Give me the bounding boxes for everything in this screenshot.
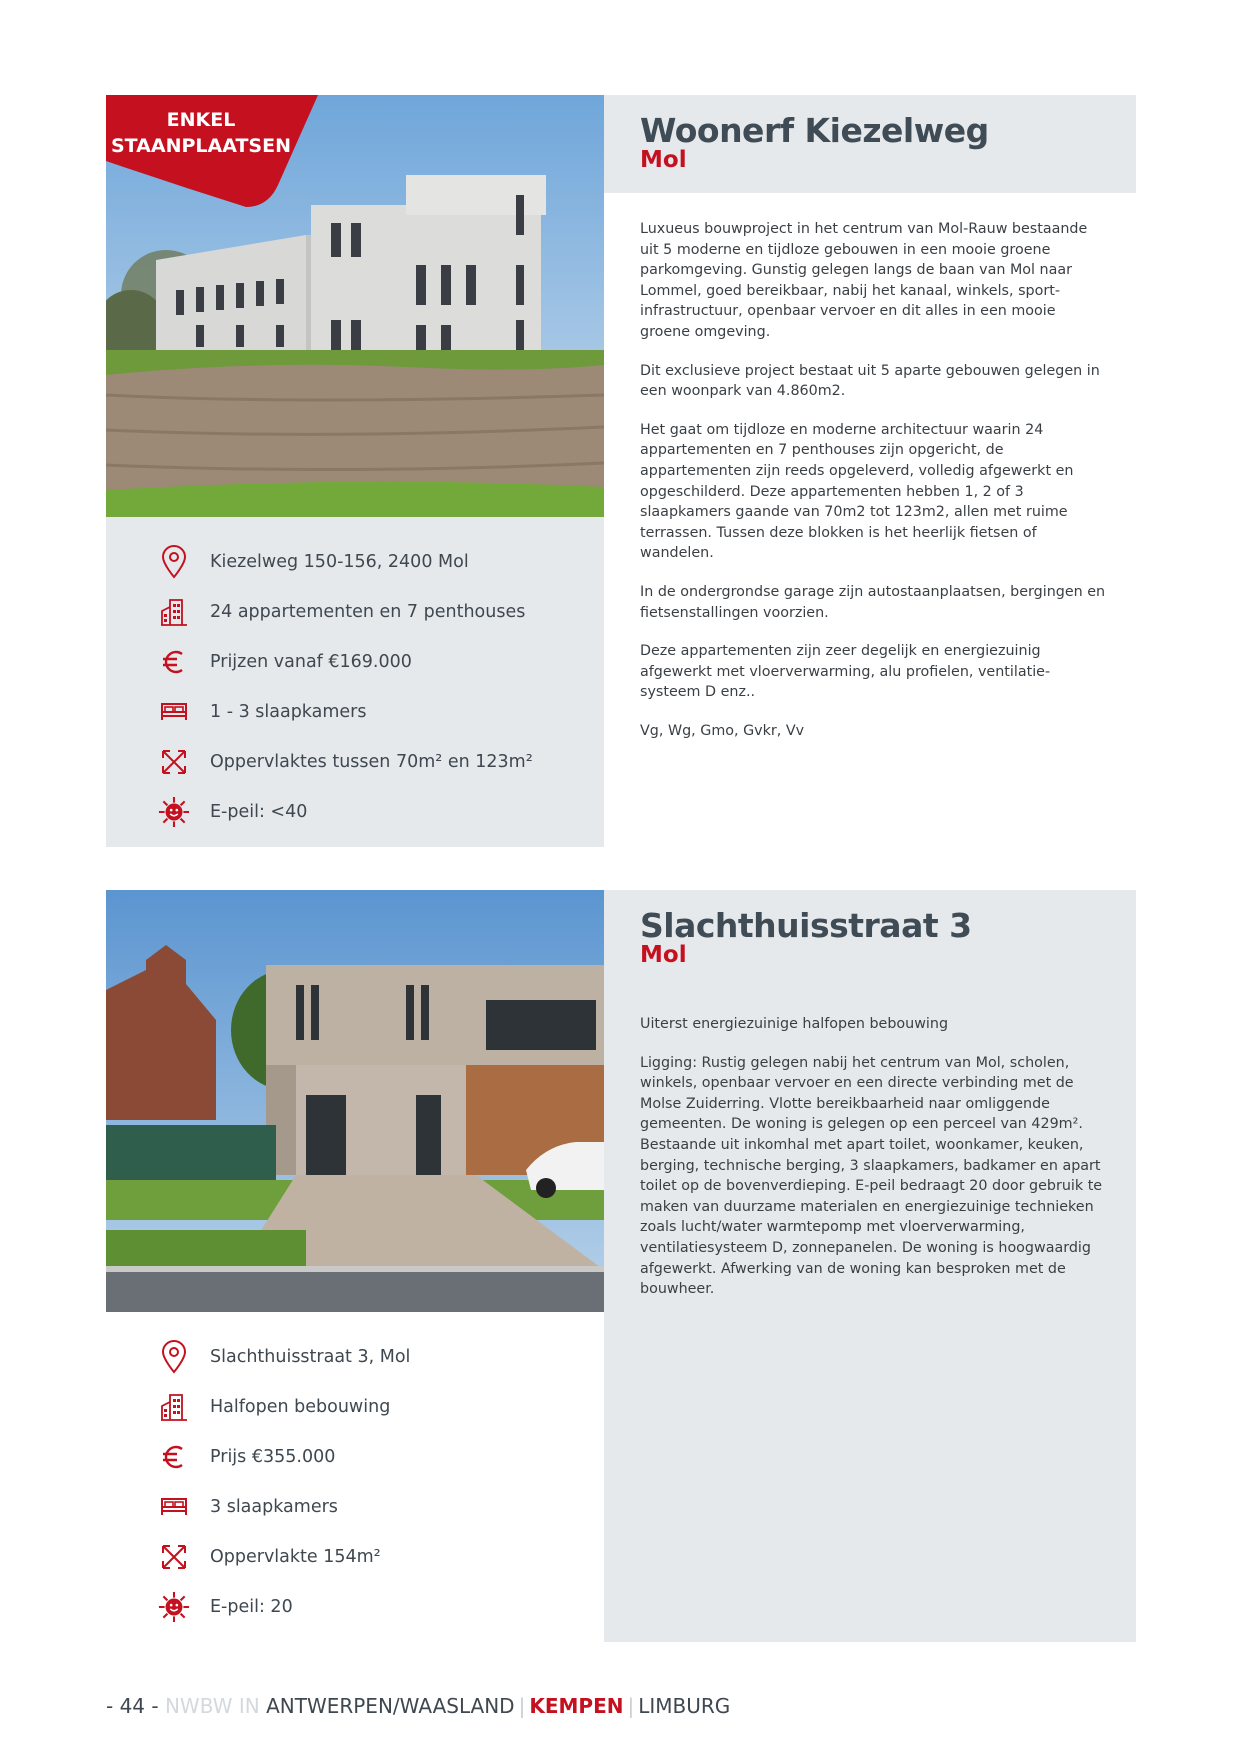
description-paragraph: Luxueus bouwproject in het centrum van Mol-Rauw bestaande uit 5 moderne en tijdloze gebouwen in een mooie groene parkomgeving. Gunstig gelegen langs de baan van Mol naar Lommel, goed bereikbaar, nabij het kanaal, winkels, sport-infrastructuur, openbaar vervoer en dit alles in een mooie groene omgeving. bbox=[640, 221, 1088, 340]
fact-units bbox=[158, 587, 533, 637]
fact-surface bbox=[158, 1532, 410, 1582]
fact-type bbox=[158, 1382, 410, 1432]
badge-enkel-staanplaatsen bbox=[106, 95, 318, 221]
fact-text: Halfopen bebouwing bbox=[210, 1397, 391, 1417]
expand-arrows-icon bbox=[158, 1541, 190, 1573]
footer-region-limburg: LIMBURG bbox=[638, 1694, 731, 1718]
footer-region-kempen: KEMPEN bbox=[529, 1694, 624, 1718]
badge-line-2: STAANPLAATSEN bbox=[111, 135, 291, 157]
project-title: Slachthuisstraat 3 bbox=[640, 906, 972, 945]
euro-icon bbox=[158, 1441, 190, 1473]
fact-text: 1 - 3 slaapkamers bbox=[210, 702, 367, 722]
fact-address bbox=[158, 1332, 410, 1382]
fact-price bbox=[158, 637, 533, 687]
fact-energy bbox=[158, 1582, 410, 1632]
fact-price bbox=[158, 1432, 410, 1482]
bed-icon bbox=[158, 696, 190, 728]
fact-text: Oppervlakte 154m² bbox=[210, 1547, 381, 1567]
facts-panel bbox=[106, 517, 604, 847]
description-paragraph: Dit exclusieve project bestaat uit 5 aparte gebouwen gelegen in een woonpark van 4.860m2. bbox=[640, 362, 1100, 400]
energy-sun-icon bbox=[158, 1591, 190, 1623]
project-description bbox=[604, 219, 1136, 819]
project-city: Mol bbox=[640, 942, 687, 968]
description-paragraph: Deze appartementen zijn zeer degelijk en energiezuinig afgewerkt met vloerverwarming, alu profielen, ventilatie-systeem D enz.. bbox=[640, 643, 1051, 701]
project-card-woonerf-kiezelweg bbox=[106, 95, 1136, 847]
expand-arrows-icon bbox=[158, 746, 190, 778]
project-photo-semi-detached-house bbox=[106, 890, 604, 1312]
project-header bbox=[604, 890, 1136, 1642]
description-paragraph: Vg, Wg, Gmo, Gvkr, Vv bbox=[640, 722, 805, 739]
bed-icon bbox=[158, 1491, 190, 1523]
footer-separator: | bbox=[627, 1694, 635, 1718]
project-header bbox=[604, 95, 1136, 193]
project-card-slachthuisstraat bbox=[106, 890, 1136, 1642]
description-paragraph: Ligging: Rustig gelegen nabij het centrum van Mol, scholen, winkels, openbaar vervoer en een directe verbinding met de Molse Zuiderring. Vlotte bereikbaarheid naar omliggende gemeenten. De woning is gelegen op een perceel van 429m². Bestaande uit inkomhal met apart toilet, woonkamer, keuken, berging, technische berging, 3 slaapkamers, badkamer en apart toilet op de bovenverdieping. E-peil bedraagt 20 door gebruik te maken van duurzame materialen en energiezuinige technieken zoals lucht/water warmtepomp met vloerverwarming, ventilatiesysteem D, zonnepanelen. De woning is hoogwaardig afgewerkt. Afwerking van de woning kan besproken met de bouwheer. bbox=[640, 1054, 1103, 1298]
facts-panel bbox=[106, 1312, 604, 1642]
euro-icon bbox=[158, 646, 190, 678]
description-paragraph: Uiterst energiezuinige halfopen bebouwing bbox=[640, 1016, 949, 1032]
fact-text: 3 slaapkamers bbox=[210, 1497, 338, 1517]
fact-text: Slachthuisstraat 3, Mol bbox=[210, 1347, 411, 1367]
fact-text: E-peil: 20 bbox=[210, 1597, 293, 1617]
fact-text: Oppervlaktes tussen 70m² en 123m² bbox=[210, 752, 533, 772]
building-icon bbox=[158, 596, 190, 628]
fact-text: Kiezelweg 150-156, 2400 Mol bbox=[210, 552, 469, 572]
footer-separator: | bbox=[518, 1694, 526, 1718]
fact-text: Prijs €355.000 bbox=[210, 1447, 336, 1467]
description-paragraph: In de ondergrondse garage zijn autostaanplaatsen, bergingen en fietsenstallingen voorzien. bbox=[640, 583, 1106, 621]
page-number: - 44 - bbox=[106, 1694, 159, 1718]
description-paragraph: Het gaat om tijdloze en moderne architectuur waarin 24 appartementen en 7 penthouses zijn opgericht, de appartementen zijn reeds opgeleverd, volledig afgewerkt en opgeschilderd. Deze appartementen hebben 1, 2 of 3 slaapkamers gaande van 70m2 tot 123m2, allen met ruime terrassen. Tussen deze blokken is het heerlijk fietsen of wandelen. bbox=[640, 421, 1074, 562]
fact-bedrooms bbox=[158, 1482, 410, 1532]
fact-text: Prijzen vanaf €169.000 bbox=[210, 652, 412, 672]
fact-surface bbox=[158, 737, 533, 787]
project-city: Mol bbox=[640, 147, 687, 173]
energy-sun-icon bbox=[158, 796, 190, 828]
fact-energy bbox=[158, 787, 533, 837]
project-title: Woonerf Kiezelweg bbox=[640, 111, 989, 150]
location-pin-icon bbox=[158, 546, 190, 578]
building-icon bbox=[158, 1391, 190, 1423]
fact-text: 24 appartementen en 7 penthouses bbox=[210, 602, 526, 622]
location-pin-icon bbox=[158, 1341, 190, 1373]
footer-brand: NWBW IN bbox=[164, 1694, 260, 1718]
page-footer bbox=[106, 1694, 730, 1718]
fact-address bbox=[158, 537, 533, 587]
fact-bedrooms bbox=[158, 687, 533, 737]
badge-line-1: ENKEL bbox=[166, 109, 236, 131]
footer-region-antwerpen: ANTWERPEN/WAASLAND bbox=[266, 1694, 515, 1718]
fact-text: E-peil: <40 bbox=[210, 802, 308, 822]
